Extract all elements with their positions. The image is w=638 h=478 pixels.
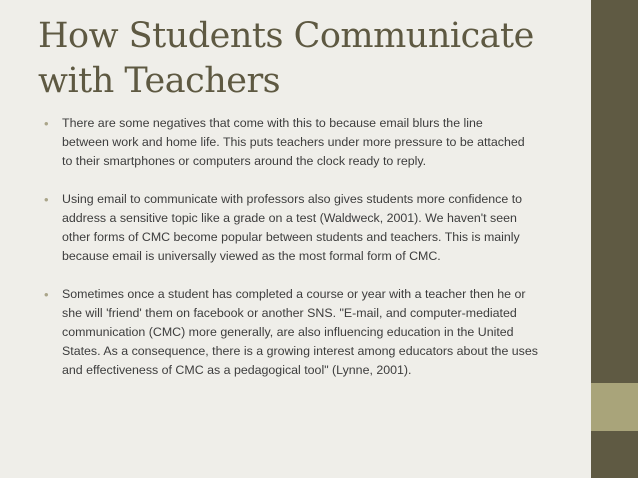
bullet-icon: • xyxy=(44,116,49,131)
bullet-1-line-3: to their smartphones or computers around the clock ready to reply. xyxy=(62,154,427,168)
slide-title-line-1: How Students Communicate xyxy=(38,16,534,56)
slide-title xyxy=(38,14,583,104)
bullet-text-1 xyxy=(62,114,583,171)
bullet-3-line-2: she will 'friend' them on facebook or another SNS. "E-mail, and computer-mediated xyxy=(62,306,517,320)
bullet-item-3 xyxy=(38,285,583,380)
bullet-2-line-3: other forms of CMC become popular between students and teachers. This is mainly xyxy=(62,230,520,244)
bullet-text-2 xyxy=(62,190,583,266)
bullet-1-line-2: between work and home life. This puts teachers under more pressure to be attached xyxy=(62,135,525,149)
bullet-2-line-2: address a sensitive topic like a grade on a test (Waldweck, 2001). We haven't seen xyxy=(62,211,517,225)
bullet-text-3 xyxy=(62,285,583,380)
bullet-3-line-5: and effectiveness of CMC as a pedagogical tool" (Lynne, 2001). xyxy=(62,363,412,377)
bullet-icon: • xyxy=(44,192,49,207)
bullet-icon: • xyxy=(44,287,49,302)
bullet-3-line-1: Sometimes once a student has completed a course or year with a teacher then he or xyxy=(62,287,526,301)
bullet-3-line-3: communication (CMC) more generally, are also influencing education in the United xyxy=(62,325,514,339)
bullet-list xyxy=(38,114,583,399)
bullet-1-line-1: There are some negatives that come with this to because email blurs the line xyxy=(62,116,483,130)
bullet-item-1 xyxy=(38,114,583,171)
slide-title-line-2: with Teachers xyxy=(38,61,281,101)
bullet-2-line-4: because email is universally viewed as the most formal form of CMC. xyxy=(62,249,441,263)
bullet-3-line-4: States. As a consequence, there is a growing interest among educators about the uses xyxy=(62,344,538,358)
bullet-item-2 xyxy=(38,190,583,266)
bullet-2-line-1: Using email to communicate with professors also gives students more confidence to xyxy=(62,192,523,206)
sidebar-accent-block xyxy=(591,383,638,431)
